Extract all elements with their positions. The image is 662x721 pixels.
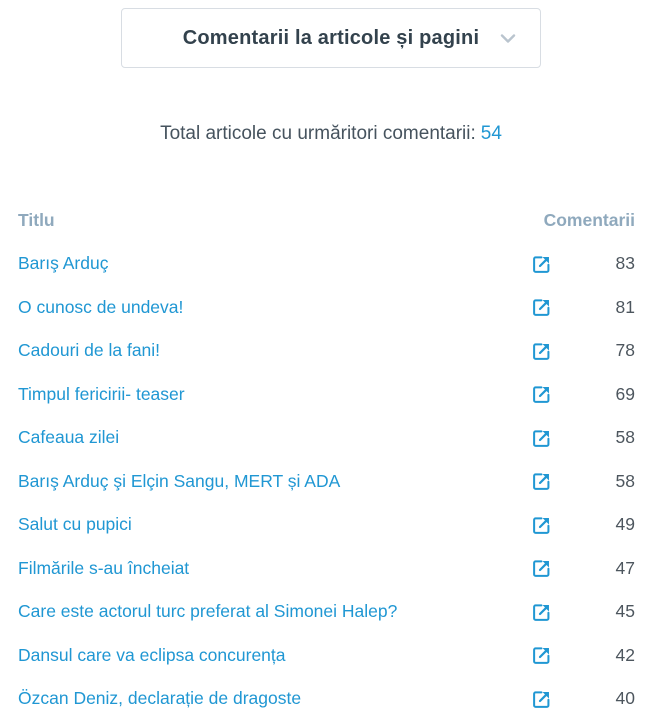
external-link-icon[interactable]	[529, 688, 553, 710]
article-title-link[interactable]: Timpul fericirii- teaser	[18, 383, 185, 404]
article-title-link[interactable]: Cadouri de la fani!	[18, 340, 161, 361]
report-type-label: Comentarii la articole și pagini	[182, 26, 480, 49]
article-title-link[interactable]: Özcan Deniz, declarație de dragoste	[18, 688, 302, 709]
table-row	[18, 503, 635, 547]
external-link-icon[interactable]	[529, 514, 553, 536]
external-link-icon[interactable]	[529, 557, 553, 579]
external-link-icon[interactable]	[529, 427, 553, 449]
table-row	[18, 634, 635, 678]
table-row	[18, 460, 635, 504]
article-title-link[interactable]: Barış Arduç şi Elçin Sangu, MERT și ADA	[18, 470, 341, 491]
comment-count: 45	[615, 601, 635, 622]
total-summary	[0, 122, 662, 146]
comment-count: 69	[615, 383, 635, 404]
column-header-comments: Comentarii	[543, 209, 635, 230]
table-row	[18, 242, 635, 286]
table-header-row	[18, 198, 635, 242]
table-body	[18, 242, 635, 721]
table-row	[18, 286, 635, 330]
chevron-down-icon	[496, 26, 520, 50]
external-link-icon[interactable]	[529, 644, 553, 666]
table-row	[18, 677, 635, 721]
table-row	[18, 373, 635, 417]
comment-count: 42	[615, 644, 635, 665]
external-link-icon[interactable]	[529, 296, 553, 318]
dropdown-container	[0, 0, 662, 68]
table-row	[18, 416, 635, 460]
table-row	[18, 329, 635, 373]
external-link-icon[interactable]	[529, 253, 553, 275]
external-link-icon[interactable]	[529, 383, 553, 405]
article-title-link[interactable]: Filmările s-au încheiat	[18, 557, 190, 578]
article-title-link[interactable]: Cafeaua zilei	[18, 427, 120, 448]
external-link-icon[interactable]	[529, 340, 553, 362]
external-link-icon[interactable]	[529, 601, 553, 623]
article-title-link[interactable]: O cunosc de undeva!	[18, 296, 184, 317]
article-title-link[interactable]: Dansul care va eclipsa concurența	[18, 644, 286, 665]
external-link-icon[interactable]	[529, 470, 553, 492]
comment-count: 58	[615, 470, 635, 491]
report-type-dropdown[interactable]	[121, 8, 541, 68]
article-title-link[interactable]: Salut cu pupici	[18, 514, 132, 535]
total-count-link[interactable]: 54	[480, 123, 502, 144]
column-header-title: Titlu	[18, 209, 55, 230]
article-title-link[interactable]: Barış Arduç	[18, 253, 109, 274]
comment-count: 40	[615, 688, 635, 709]
table-row	[18, 547, 635, 591]
table-row	[18, 590, 635, 634]
total-summary-text: Total articole cu urmăritori comentarii:	[160, 123, 476, 144]
comment-count: 49	[615, 514, 635, 535]
comment-count: 83	[615, 253, 635, 274]
comment-count: 81	[615, 296, 635, 317]
article-title-link[interactable]: Care este actorul turc preferat al Simonei Halep?	[18, 601, 398, 622]
comment-count: 78	[615, 340, 635, 361]
comment-count: 47	[615, 557, 635, 578]
comments-table	[0, 198, 662, 721]
comment-count: 58	[615, 427, 635, 448]
